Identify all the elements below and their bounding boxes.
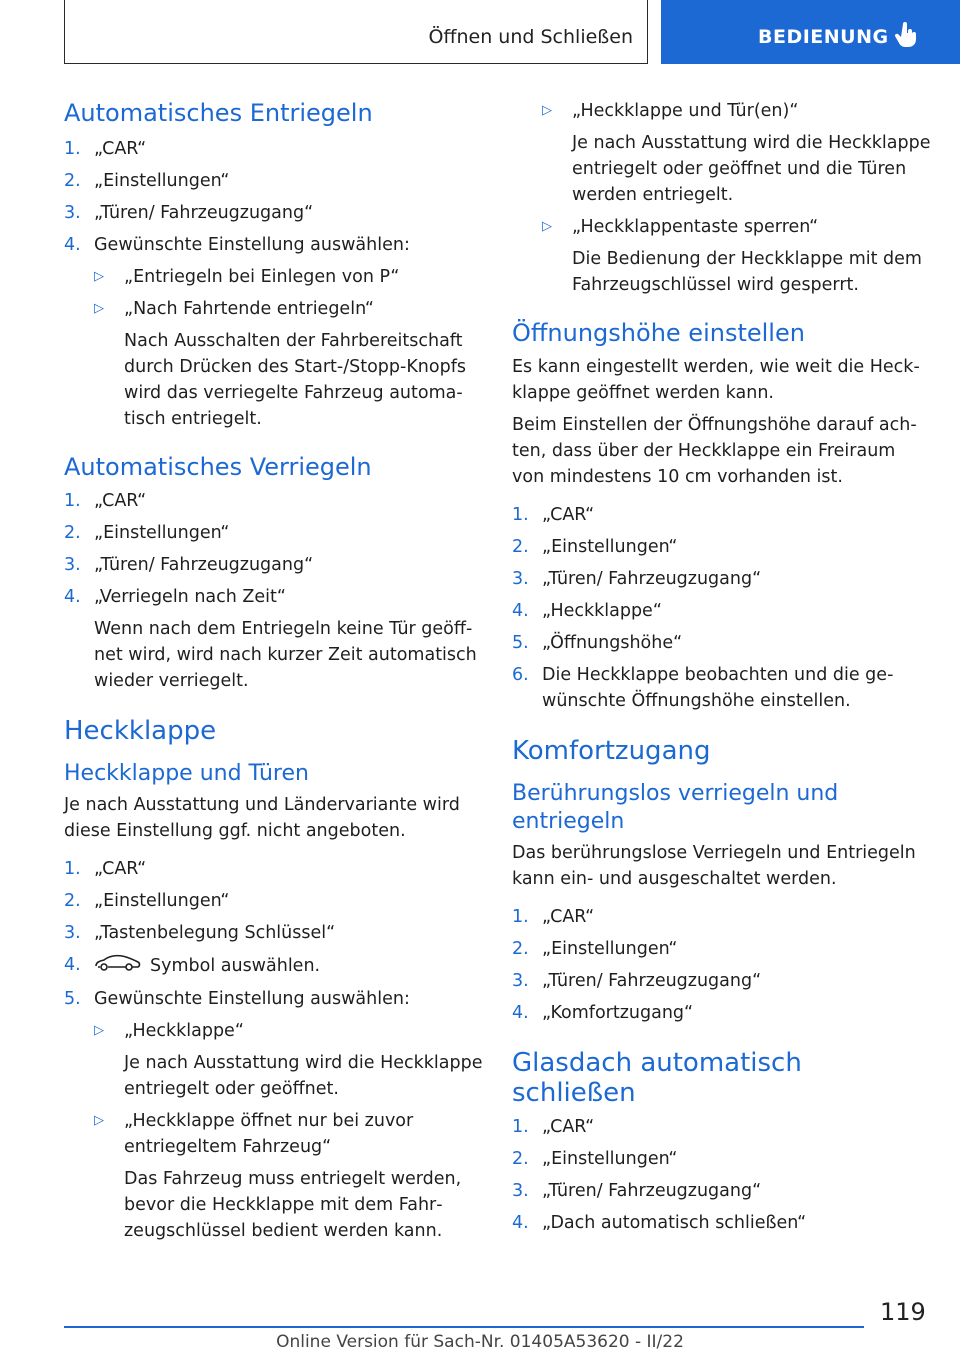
option-item: ▷ „Nach Fahrtende entriegeln“ Nach Ausschalten der Fahrbereitschaft durch Drücken des Start-/Stopp-Knopfs wird das verriegelte Fahrzeug automatisch entriegelt. [94, 296, 484, 432]
list-item: 4. „Verriegeln nach Zeit“ Wenn nach dem Entriegeln keine Tür geöffnet wird, wird nach kurzer Zeit automatisch wieder verriegelt. [64, 584, 484, 694]
list-item: 2. „Einstellungen“ [512, 537, 678, 557]
triangle-bullet-icon: ▷ [94, 301, 104, 316]
steps-auto-lock [64, 488, 484, 694]
page-number: 119 [880, 1298, 926, 1326]
option-item: ▷ „Heckklappe“ Je nach Ausstattung wird die Heckklappe entriegelt oder geöffnet. [94, 1018, 484, 1102]
paragraph: Es kann eingestellt werden, wie weit die Heckklappe geöffnet werden kann. [512, 357, 920, 403]
triangle-bullet-icon: ▷ [542, 103, 552, 118]
option-item: ▷ „Heckklappe und Tür(en)“ Je nach Ausstattung wird die Heckklappe entriegelt oder geöffnet und die Türen werden entriegelt. [542, 98, 932, 208]
list-item: 5. „Öffnungshöhe“ [512, 633, 683, 653]
options-auto-unlock [94, 264, 484, 432]
section-title: Öffnen und Schließen [428, 26, 633, 48]
triangle-bullet-icon: ▷ [542, 219, 552, 234]
heading-opening-height: Öffnungshöhe einstellen [512, 319, 805, 347]
list-item: 2. „Einstellungen“ [512, 939, 678, 959]
steps-opening-height [512, 502, 932, 714]
heading-tailgate: Heckklappe [64, 716, 217, 746]
list-item: 5. Gewünschte Einstellung auswählen: ▷ „Heckklappe“ Je nach Ausstattung wird die Heckklappe entriegelt oder geöffnet. ▷ „Heckklappe öffnet nur bei zuvor entriegeltem Fahrzeug“ Das Fahrzeug muss entriegelt werden, bevor die Heckklappe mit dem Fahrzeugschlüssel bedient werden kann. [64, 986, 484, 1244]
list-item: 1. „CAR“ [64, 859, 147, 879]
steps-comfort [512, 904, 932, 1026]
option-description: Je nach Ausstattung wird die Heckklappe entriegelt oder geöffnet und die Türen werden entriegelt. [572, 133, 931, 205]
list-item: 2. „Einstellungen“ [64, 891, 230, 911]
option-item: ▷ „Heckklappe öffnet nur bei zuvor entriegeltem Fahrzeug“ Das Fahrzeug muss entriegelt werden, bevor die Heckklappe mit dem Fahrzeugschlüssel bedient werden kann. [94, 1108, 484, 1244]
steps-tailgate [64, 856, 484, 1244]
triangle-bullet-icon: ▷ [94, 269, 104, 284]
car-tailgate-icon [94, 952, 142, 980]
list-item: 4. „Dach automatisch schließen“ [512, 1213, 807, 1233]
option-description: Nach Ausschalten der Fahrbereitschaft durch Drücken des Start-/Stopp-Knopfs wird das verriegelte Fahrzeug automatisch entriegelt. [124, 331, 466, 429]
triangle-bullet-icon: ▷ [94, 1113, 104, 1128]
heading-comfort-access: Komfortzugang [512, 736, 711, 766]
heading-glass-roof: Glasdach automatisch schließen [512, 1048, 802, 1108]
list-item: 3. „Türen/ Fahrzeugzugang“ [64, 555, 314, 575]
list-item: 3. „Türen/ Fahrzeugzugang“ [512, 971, 762, 991]
subheading-touchless: Berührungslos verriegeln und entriegeln [512, 781, 839, 834]
heading-auto-unlock: Automatisches Entriegeln [64, 99, 373, 127]
steps-glass-roof [512, 1114, 932, 1236]
list-item: 3. „Türen/ Fahrzeugzugang“ [512, 569, 762, 589]
footer-divider [64, 1326, 864, 1328]
list-item: 6. Die Heckklappe beobachten und die gewünschte Öffnungshöhe einstellen. [512, 665, 894, 711]
header-section-box [64, 0, 648, 64]
list-item: 2. „Einstellungen“ [64, 523, 230, 543]
option-description: Das Fahrzeug muss entriegelt werden, bevor die Heckklappe mit dem Fahrzeugschlüssel bedient werden kann. [124, 1169, 462, 1241]
list-item: 3. „Türen/ Fahrzeugzugang“ [64, 203, 314, 223]
chapter-tab [661, 0, 960, 64]
triangle-bullet-icon: ▷ [94, 1023, 104, 1038]
list-item: 4. „Komfortzugang“ [512, 1003, 694, 1023]
paragraph: Beim Einstellen der Öffnungshöhe darauf achten, dass über der Heckklappe ein Freiraum von mindestens 10 cm vorhanden ist. [512, 415, 917, 487]
intro-comfort: Das berührungslose Verriegeln und Entriegeln kann ein- und ausgeschaltet werden. [512, 843, 916, 889]
footer-online-version: Online Version für Sach-Nr. 01405A53620 - II/22 [276, 1332, 684, 1352]
step-description: Wenn nach dem Entriegeln keine Tür geöffnet wird, wird nach kurzer Zeit automatisch wieder verriegelt. [94, 619, 477, 691]
list-item: 4. Gewünschte Einstellung auswählen: ▷ „Entriegeln bei Einlegen von P“ ▷ „Nach Fahrtende entriegeln“ Nach Ausschalten der Fahrbereitschaft durch Drücken des Start-/Stopp-Knopfs wird das verriegelte Fahrzeug automatisch entriegelt. [64, 232, 484, 432]
list-item: 3. „Türen/ Fahrzeugzugang“ [512, 1181, 762, 1201]
list-item: 1. „CAR“ [512, 907, 595, 927]
options-tailgate [94, 1018, 484, 1244]
list-item: 1. „CAR“ [64, 491, 147, 511]
options-tailgate-continued [542, 98, 932, 298]
chapter-label: BEDIENUNG [758, 26, 889, 48]
list-item: 1. „CAR“ [512, 505, 595, 525]
subheading-tailgate-doors: Heckklappe und Türen [64, 761, 309, 786]
steps-auto-unlock [64, 136, 484, 432]
option-description: Je nach Ausstattung wird die Heckklappe entriegelt oder geöffnet. [124, 1053, 483, 1099]
list-item: 4. Symbol auswählen. [64, 952, 484, 980]
list-item: 2. „Einstellungen“ [512, 1149, 678, 1169]
option-item: ▷ „Entriegeln bei Einlegen von P“ [94, 264, 484, 290]
option-item: ▷ „Heckklappentaste sperren“ Die Bedienung der Heckklappe mit dem Fahrzeugschlüssel wird gesperrt. [542, 214, 932, 298]
list-item: 2. „Einstellungen“ [64, 171, 230, 191]
option-description: Die Bedienung der Heckklappe mit dem Fahrzeugschlüssel wird gesperrt. [572, 249, 922, 295]
intro-tailgate: Je nach Ausstattung und Ländervariante wird diese Einstellung ggf. nicht angeboten. [64, 795, 460, 841]
list-item: 1. „CAR“ [64, 139, 147, 159]
list-item: 1. „CAR“ [512, 1117, 595, 1137]
list-item: 3. „Tastenbelegung Schlüssel“ [64, 923, 336, 943]
heading-auto-lock: Automatisches Verriegeln [64, 453, 372, 481]
hand-pointer-icon [895, 22, 917, 52]
right-column [512, 98, 932, 1242]
list-item: 4. „Heckklappe“ [512, 601, 662, 621]
left-column [64, 98, 484, 1250]
